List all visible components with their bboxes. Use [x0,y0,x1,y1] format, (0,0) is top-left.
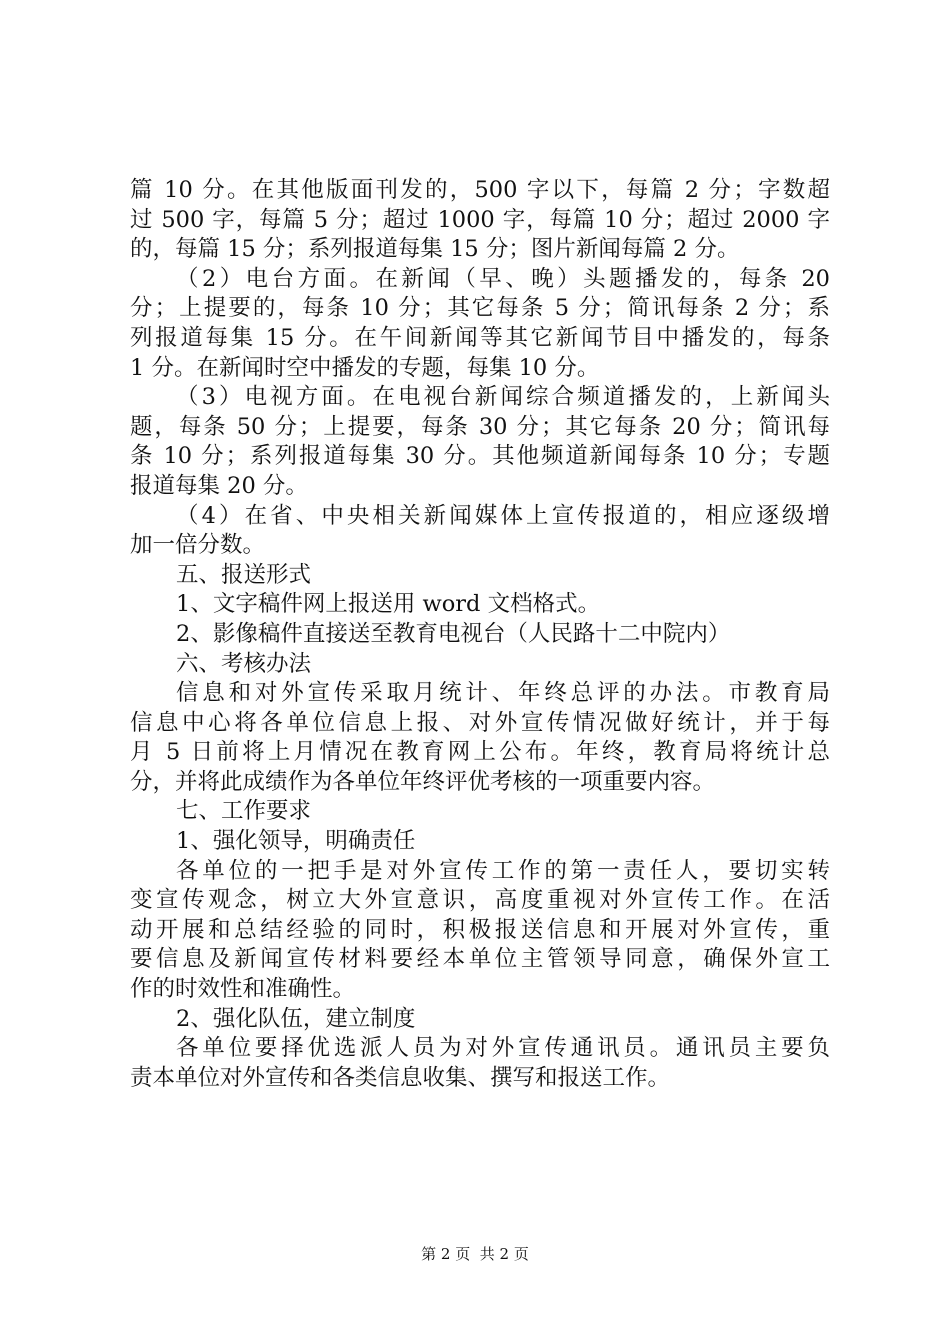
text-line: 题，每条 50 分；上提要，每条 30 分；其它每条 20 分；简讯每 [130,413,830,440]
section-heading: 六、考核办法 [176,650,312,677]
text-line: 分，并将此成绩作为各单位年终评优考核的一项重要内容。 [130,768,716,795]
text-line: （3）电视方面。在电视台新闻综合频道播发的，上新闻头 [176,384,830,411]
text-line: 信息和对外宣传采取月统计、年终总评的办法。市教育局 [176,680,830,707]
subsection-heading: 2、强化队伍，建立制度 [176,1005,416,1032]
subsection-heading: 1、强化领导，明确责任 [176,828,416,855]
text-line: 报道每集 20 分。 [130,472,308,499]
text-line: 列报道每集 15 分。在午间新闻等其它新闻节目中播发的，每条 [130,324,830,351]
document-body [130,176,830,1093]
section-heading: 五、报送形式 [176,561,312,588]
text-line: 1 分。在新闻时空中播发的专题，每集 10 分。 [130,354,600,381]
text-line: 信息中心将各单位信息上报、对外宣传情况做好统计，并于每 [130,709,830,736]
text-line: 要信息及新闻宣传材料要经本单位主管领导同意，确保外宣工 [130,946,830,973]
text-line: 1、文字稿件网上报送用 word 文档格式。 [176,591,601,618]
text-line: 篇 10 分。在其他版面刊发的，500 字以下，每篇 2 分；字数超 [130,177,830,203]
page-number-footer: 第 2 页 共 2 页 [421,1245,529,1263]
text-line: 各单位要择优选派人员为对外宣传通讯员。通讯员主要负 [176,1035,830,1062]
text-line: （2）电台方面。在新闻（早、晚）头题播发的，每条 20 [176,265,830,292]
text-line: 分；上提要的，每条 10 分；其它每条 5 分；简讯每条 2 分；系 [130,295,830,322]
text-line: （4）在省、中央相关新闻媒体上宣传报道的，相应逐级增 [176,502,830,529]
text-line: 2、影像稿件直接送至教育电视台（人民路十二中院内） [176,620,731,647]
text-line: 加一倍分数。 [130,532,266,559]
section-heading: 七、工作要求 [176,798,312,825]
text-line: 的，每篇 15 分；系列报道每集 15 分；图片新闻每篇 2 分。 [130,236,740,263]
text-line: 动开展和总结经验的同时，积极报送信息和开展对外宣传，重 [130,916,830,943]
text-line: 责本单位对外宣传和各类信息收集、撰写和报送工作。 [130,1064,671,1091]
text-line: 各单位的一把手是对外宣传工作的第一责任人，要切实转 [176,857,830,884]
text-line: 月 5 日前将上月情况在教育网上公布。年终，教育局将统计总 [130,739,830,766]
text-line: 变宣传观念，树立大外宣意识，高度重视对外宣传工作。在活 [130,887,830,914]
text-line: 过 500 字，每篇 5 分；超过 1000 字，每篇 10 分；超过 2000 字 [130,206,830,233]
text-line: 作的时效性和准确性。 [130,976,356,1003]
text-line: 条 10 分；系列报道每集 30 分。其他频道新闻每条 10 分；专题 [130,443,830,470]
